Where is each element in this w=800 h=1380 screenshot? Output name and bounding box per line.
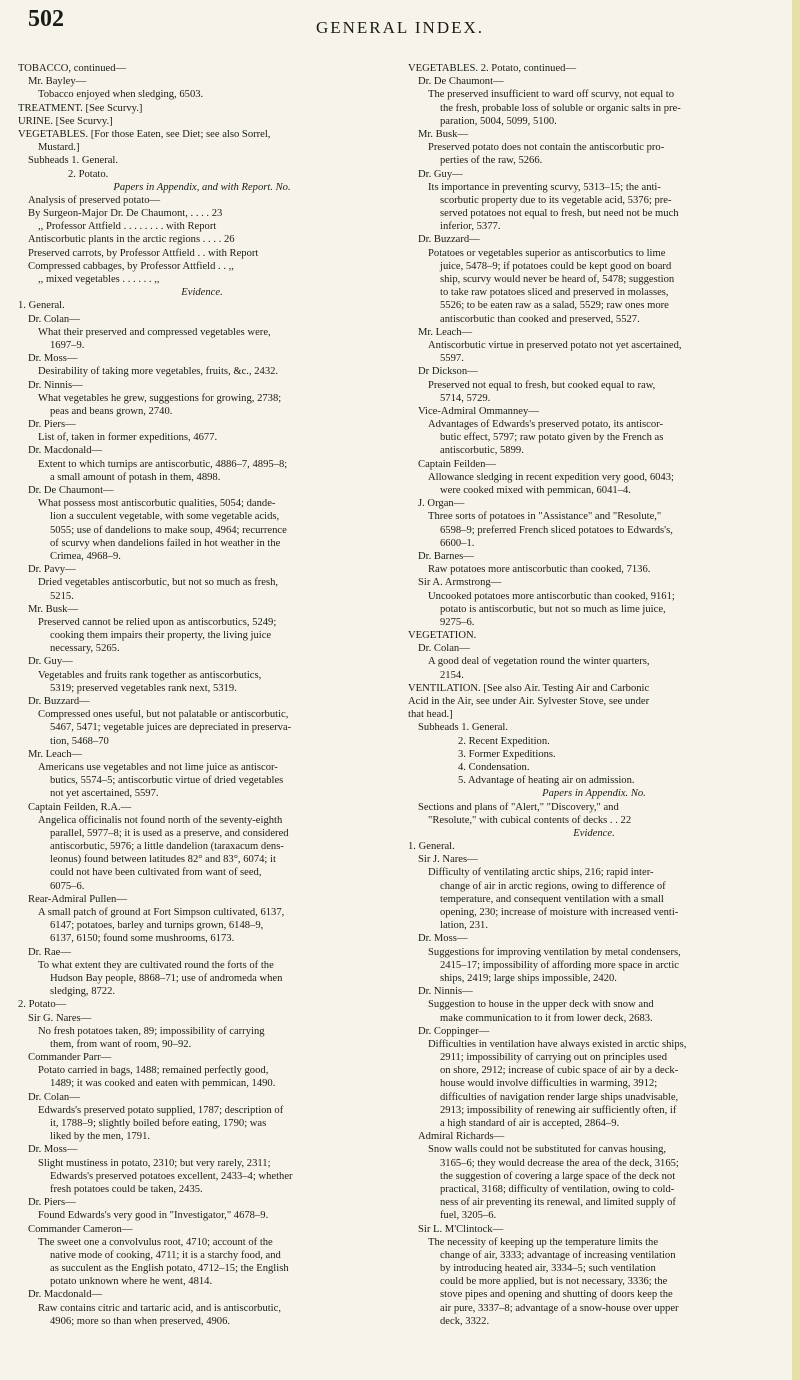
index-line: 1489; it was cooked and eaten with pemmican, 1490. <box>50 1078 276 1090</box>
running-head: GENERAL INDEX. <box>315 18 485 37</box>
index-line: 9275–6. <box>440 616 475 628</box>
index-line: What vegetables he grew, suggestions for growing, 2738; <box>38 392 282 404</box>
index-line: Dr. Moss— <box>28 353 78 365</box>
index-line: antiscorbutic than cooked and preserved, 5527. <box>440 313 640 325</box>
index-line: Dr. Guy— <box>28 656 73 668</box>
index-line: liked by the men, 1791. <box>50 1131 151 1143</box>
index-line: Sir L. M'Clintock— <box>418 1223 504 1235</box>
index-line: A small patch of ground at Fort Simpson cultivated, 6137, <box>38 907 285 918</box>
index-line: Potatoes or vegetables superior as antiscorbutics to lime <box>428 247 666 259</box>
index-line: "Resolute," with cubical contents of decks . . 22 <box>428 814 632 826</box>
index-line: Compressed ones useful, but not palatable or antiscorbutic, <box>38 709 289 721</box>
index-line: J. Organ— <box>418 498 465 510</box>
index-line: butic effect, 5797; raw potato given by the French as <box>440 432 664 444</box>
index-line: a high standard of air is accepted, 2864–9. <box>440 1118 620 1129</box>
index-line: 6598–9; preferred French sliced potatoes to Edwards's, <box>440 524 673 536</box>
index-line: Preserved potato does not contain the antiscorbutic pro- <box>428 142 665 154</box>
index-line: Dr. Barnes— <box>418 550 474 562</box>
index-line: could not have been cultivated from want of seed, <box>50 867 262 879</box>
index-line: Dr. Piers— <box>28 1197 76 1209</box>
index-line: practical, 3168; difficulty of ventilation, owing to cold- <box>440 1183 675 1195</box>
index-line: Mr. Leach— <box>28 748 83 760</box>
index-line: VEGETABLES. 2. Potato, continued— <box>408 63 577 74</box>
index-line: Dr. Moss— <box>28 1144 78 1156</box>
index-line: Dr. Colan— <box>28 313 80 325</box>
index-line: Dr. Colan— <box>418 643 470 655</box>
index-line: Dr. Buzzard— <box>418 234 480 246</box>
index-line: The necessity of keeping up the temperature limits the <box>428 1236 659 1248</box>
index-line: leonus) found between latitudes 82° and 83°, 6074; it <box>50 854 276 866</box>
index-line: Uncooked potatoes more antiscorbutic than cooked, 9161; <box>428 590 675 602</box>
index-line: What their preserved and compressed vegetables were, <box>38 326 271 338</box>
index-line: Suggestion to house in the upper deck with snow and <box>428 999 654 1011</box>
index-line: 5215. <box>50 590 74 602</box>
index-line: fresh potatoes could be taken, 2435. <box>50 1183 203 1195</box>
index-line: house would involve difficulties in warming, 3912; <box>440 1078 658 1090</box>
index-line: 1697–9. <box>50 339 85 351</box>
index-line: Advantages of Edwards's preserved potato, its antiscor- <box>428 419 663 431</box>
index-line: not yet ascertained, 5597. <box>50 788 159 800</box>
index-line: Difficulty of ventilating arctic ships, 216; rapid inter- <box>428 867 654 879</box>
index-line: 2911; impossibility of carrying out on principles used <box>440 1052 668 1064</box>
index-line: No fresh potatoes taken, 89; impossibility of carrying <box>38 1025 265 1037</box>
index-line: 5714, 5729. <box>440 392 491 404</box>
index-line: necessary, 5265. <box>50 643 120 655</box>
index-line: 5467, 5471; vegetable juices are depreciated in preserva- <box>50 722 292 734</box>
index-line: VENTILATION. [See also Air. Testing Air and Carbonic <box>408 682 650 694</box>
index-line: inferior, 5377. <box>440 221 501 233</box>
index-line: Americans use vegetables and not lime juice as antiscor- <box>38 761 278 773</box>
index-line: Dr. De Chaumont— <box>28 485 114 496</box>
index-line: 1. General. <box>18 300 65 312</box>
index-line: 4. Condensation. <box>458 761 530 773</box>
index-line: Papers in Appendix, and with Report. No. <box>113 181 291 193</box>
index-line: 5. Advantage of heating air on admission. <box>458 775 635 787</box>
index-line: Dr. De Chaumont— <box>418 76 504 88</box>
page-number: 502 <box>28 6 64 32</box>
index-line: tion, 5468–70 <box>50 735 109 747</box>
right-column <box>408 62 780 1328</box>
index-line: Angelica officinalis not found north of the seventy-eighth <box>38 814 283 826</box>
index-line: Evidence. <box>181 287 223 299</box>
index-line: 5597. <box>440 353 464 365</box>
index-line: potato is antiscorbutic, but not so much as lime juice, <box>440 603 666 615</box>
index-line: Slight mustiness in potato, 2310; but very rarely, 2311; <box>38 1157 271 1169</box>
index-line: air pure, 3337–8; advantage of a snow-house over upper <box>440 1302 679 1314</box>
index-line: 2154. <box>440 669 464 681</box>
index-line: Captain Feilden— <box>418 458 496 470</box>
index-line: 6137, 6150; found some mushrooms, 6173. <box>50 933 235 945</box>
index-line: Sir J. Nares— <box>418 854 478 866</box>
index-line: potato unknown where he went, 4814. <box>50 1276 213 1288</box>
index-line: VEGETABLES. [For those Eaten, see Diet; see also Sorrel, <box>18 128 271 140</box>
index-line: Dr. Ninnis— <box>418 986 473 998</box>
index-line: Admiral Richards— <box>418 1131 505 1143</box>
index-line: Subheads 1. General. <box>418 722 509 734</box>
index-line: Sections and plans of "Alert," "Discovery," and <box>418 801 619 813</box>
index-line: make communication to it from lower deck, 2683. <box>440 1012 653 1024</box>
index-line: What possess most antiscorbutic qualities, 5054; dande- <box>38 498 276 510</box>
index-line: the fresh, probable loss of soluble or organic salts in pre- <box>440 102 681 114</box>
index-line: them, from want of room, 90–92. <box>50 1038 192 1050</box>
index-line: Hudson Bay people, 8868–71; use of andromeda when <box>50 972 283 984</box>
index-line: Potato carried in bags, 1488; remained perfectly good, <box>38 1065 269 1077</box>
index-line: on shore, 2912; increase of cubic space of air by a deck- <box>440 1065 679 1077</box>
index-line: ,, Professor Attfield . . . . . . . . with Report <box>38 221 217 233</box>
index-line: 2415–17; impossibility of affording more space in arctic <box>440 959 679 971</box>
index-line: Edwards's preserved potato supplied, 1787; description of <box>38 1104 284 1116</box>
index-line: antiscorbutic, 5899. <box>440 445 524 457</box>
index-line: that head.] <box>408 709 453 721</box>
index-line: Mr. Leach— <box>418 326 473 338</box>
index-line: Dr. Pavy— <box>28 564 76 576</box>
index-line: 5055; use of dandelions to make soup, 4964; recurrence <box>50 524 287 536</box>
index-line: lation, 231. <box>440 920 488 932</box>
index-line: difficulties of navigation render large ships unadvisable, <box>440 1091 679 1103</box>
index-line: Analysis of preserved potato— <box>28 194 161 206</box>
index-line: TOBACCO, continued— <box>18 63 127 74</box>
index-line: ship, scurvy would never be heard of, 5478; suggestion <box>440 274 675 285</box>
index-line: Dr. Ninnis— <box>28 379 83 391</box>
index-line: Dr. Rae— <box>28 946 71 958</box>
index-line: 5526; to be eaten raw as a salad, 5529; raw ones more <box>440 300 669 312</box>
index-line: Dr. Macdonald— <box>28 1289 103 1301</box>
index-line: 2. Potato— <box>18 999 67 1011</box>
index-line: To what extent they are cultivated round the forts of the <box>38 959 274 971</box>
index-line: peas and beans grown, 2740. <box>50 405 173 417</box>
index-line: Preserved not equal to fresh, but cooked equal to raw, <box>428 379 656 391</box>
index-line: Dr. Moss— <box>418 933 468 945</box>
index-line: 4906; more so than when preserved, 4906. <box>50 1315 231 1327</box>
index-line: of scurvy when dandelions failed in hot weather in the <box>50 537 281 549</box>
index-line: temperature, and consequent ventilation with a small <box>440 893 664 905</box>
index-line: ness of air preventing its renewal, and limited supply of <box>440 1197 676 1209</box>
index-line: Suggestions for improving ventilation by metal condensers, <box>428 946 681 958</box>
index-line: Preserved cannot be relied upon as antiscorbutics, 5249; <box>38 616 277 628</box>
index-line: Dr. Buzzard— <box>28 696 90 707</box>
index-line: Preserved carrots, by Professor Attfield . . with Report <box>28 247 259 259</box>
index-line: perties of the raw, 5266. <box>440 155 543 167</box>
index-line: were cooked mixed with pemmican, 6041–4. <box>440 485 631 496</box>
index-line: paration, 5004, 5099, 5100. <box>440 115 557 127</box>
index-line: Captain Feilden, R.A.— <box>28 801 132 813</box>
index-line: Tobacco enjoyed when sledging, 6503. <box>38 89 204 101</box>
index-line: Three sorts of potatoes in "Assistance" and "Resolute," <box>428 511 662 523</box>
index-line: Acid in the Air, see under Air. Sylvester Stove, see under <box>408 696 650 707</box>
index-line: could be more applied, but is not necessary, 3336; the <box>440 1276 668 1288</box>
index-line: served potatoes not equal to fresh, but need not be much <box>440 208 679 220</box>
index-line: juice, 5478–9; if potatoes could be kept good on board <box>440 260 672 272</box>
index-line: 2913; impossibility of renewing air sufficiently often, if <box>440 1104 677 1116</box>
index-line: it, 1788–9; slightly boiled before eating, 1790; was <box>50 1118 267 1129</box>
index-line: lion a succulent vegetable, with some vegetable acids, <box>50 511 280 523</box>
index-line: Its importance in preventing scurvy, 5313–15; the anti- <box>428 181 661 193</box>
index-line: butics, 5574–5; antiscorbutic virtue of dried vegetables <box>50 775 284 787</box>
index-line: Allowance sledging in recent expedition very good, 6043; <box>428 471 674 483</box>
index-line: the suggestion of covering a large space of the deck not <box>440 1170 676 1182</box>
index-line: Mr. Busk— <box>418 128 469 140</box>
index-line: Mustard.] <box>38 142 80 154</box>
index-line: A good deal of vegetation round the winter quarters, <box>428 656 650 668</box>
index-line: as succulent as the English potato, 4712–15; the English <box>50 1263 289 1275</box>
index-line: URINE. [See Scurvy.] <box>18 115 113 127</box>
index-line: ,, mixed vegetables . . . . . . ,, <box>38 274 160 285</box>
index-line: Crimea, 4968–9. <box>50 550 121 562</box>
index-line: Papers in Appendix. No. <box>542 788 646 800</box>
index-line: 6075–6. <box>50 880 85 892</box>
index-line: Vice-Admiral Ommanney— <box>418 405 539 417</box>
index-line: 3. Former Expeditions. <box>458 748 556 760</box>
index-line: ships, 2419; large ships impossible, 2420. <box>440 972 617 984</box>
index-line: The preserved insufficient to ward off scurvy, not equal to <box>428 89 675 101</box>
index-line: deck, 3322. <box>440 1315 490 1327</box>
index-line: Dr. Guy— <box>418 168 463 180</box>
index-line: Extent to which turnips are antiscorbutic, 4886–7, 4895–8; <box>38 458 288 470</box>
index-line: Commander Parr— <box>28 1052 112 1064</box>
index-line: Sir G. Nares— <box>28 1012 92 1024</box>
index-line: Dr. Colan— <box>28 1091 80 1103</box>
index-line: By Surgeon-Major Dr. De Chaumont, . . . . 23 <box>28 208 223 220</box>
index-line: parallel, 5977–8; it is used as a preserve, and considered <box>50 827 289 839</box>
page-edge <box>792 0 800 1380</box>
index-line: Snow walls could not be substituted for canvas housing, <box>428 1144 667 1156</box>
index-line: stove pipes and opening and shutting of doors keep the <box>440 1289 673 1301</box>
index-line: Edwards's preserved potatoes excellent, 2433–4; whether <box>50 1170 293 1182</box>
index-line: Antiscorbutic virtue in preserved potato not yet ascertained, <box>428 339 682 351</box>
index-line: Difficulties in ventilation have always existed in arctic ships, <box>428 1038 687 1050</box>
index-line: 5319; preserved vegetables rank next, 5319. <box>50 682 237 694</box>
index-line: 1. General. <box>408 841 455 853</box>
index-line: change of air, 3333; advantage of increasing ventilation <box>440 1249 676 1261</box>
index-line: Evidence. <box>573 827 615 839</box>
index-line: antiscorbutic, 5976; a little dandelion (taraxacum dens- <box>50 841 284 853</box>
index-line: Compressed cabbages, by Professor Attfield . . ,, <box>28 260 234 272</box>
index-line: by introducing heated air, 3334–5; such ventilation <box>440 1263 656 1275</box>
index-line: Dr. Piers— <box>28 419 76 431</box>
index-line: Dr. Macdonald— <box>28 445 103 457</box>
index-line: Raw contains citric and tartaric acid, and is antiscorbutic, <box>38 1302 281 1314</box>
index-line: 3165–6; they would decrease the area of the deck, 3165; <box>440 1157 679 1169</box>
index-line: Desirability of taking more vegetables, fruits, &c., 2432. <box>38 366 279 378</box>
index-line: Rear-Admiral Pullen— <box>28 893 127 905</box>
index-line: Raw potatoes more antiscorbutic than cooked, 7136. <box>428 564 651 576</box>
index-line: Dr. Coppinger— <box>418 1025 490 1037</box>
index-line: The sweet one a convolvulus root, 4710; account of the <box>38 1236 273 1248</box>
index-line: native mode of cooking, 4711; it is a starchy food, and <box>50 1249 281 1261</box>
index-line: change of air in arctic regions, owing to difference of <box>440 880 666 892</box>
index-line: VEGETATION. <box>408 630 477 642</box>
index-line: 6147; potatoes, barley and turnips grown, 6148–9, <box>50 920 264 932</box>
index-line: sledging, 8722. <box>50 986 116 998</box>
index-line: fuel, 3205–6. <box>440 1210 497 1222</box>
index-line: 2. Recent Expedition. <box>458 735 550 747</box>
index-line: Dr Dickson— <box>418 366 478 378</box>
index-line: Antiscorbutic plants in the arctic regions . . . . 26 <box>28 234 235 246</box>
index-line: opening, 230; increase of moisture with increased venti- <box>440 907 679 918</box>
index-line: Commander Cameron— <box>28 1223 133 1235</box>
index-line: scorbutic property due to its vegetable acid, 5376; pre- <box>440 194 672 206</box>
index-line: Found Edwards's very good in "Investigator," 4678–9. <box>38 1210 269 1222</box>
index-line: Mr. Bayley— <box>28 76 87 88</box>
index-line: TREATMENT. [See Scurvy.] <box>18 102 143 114</box>
index-line: 6600–1. <box>440 537 475 549</box>
index-line: Mr. Busk— <box>28 603 79 615</box>
index-line: List of, taken in former expeditions, 4677. <box>38 432 218 444</box>
index-line: cooking them impairs their property, the living juice <box>50 630 272 642</box>
index-line: Dried vegetables antiscorbutic, but not so much as fresh, <box>38 577 279 589</box>
index-line: Vegetables and fruits rank together as antiscorbutics, <box>38 669 262 681</box>
left-column <box>18 62 386 1328</box>
index-line: a small amount of potash in them, 4898. <box>50 471 221 483</box>
index-line: to take raw potatoes sliced and preserved in molasses, <box>440 287 669 299</box>
index-line: Sir A. Armstrong— <box>418 577 502 589</box>
index-line: Subheads 1. General. <box>28 155 119 167</box>
index-line: 2. Potato. <box>68 168 109 180</box>
